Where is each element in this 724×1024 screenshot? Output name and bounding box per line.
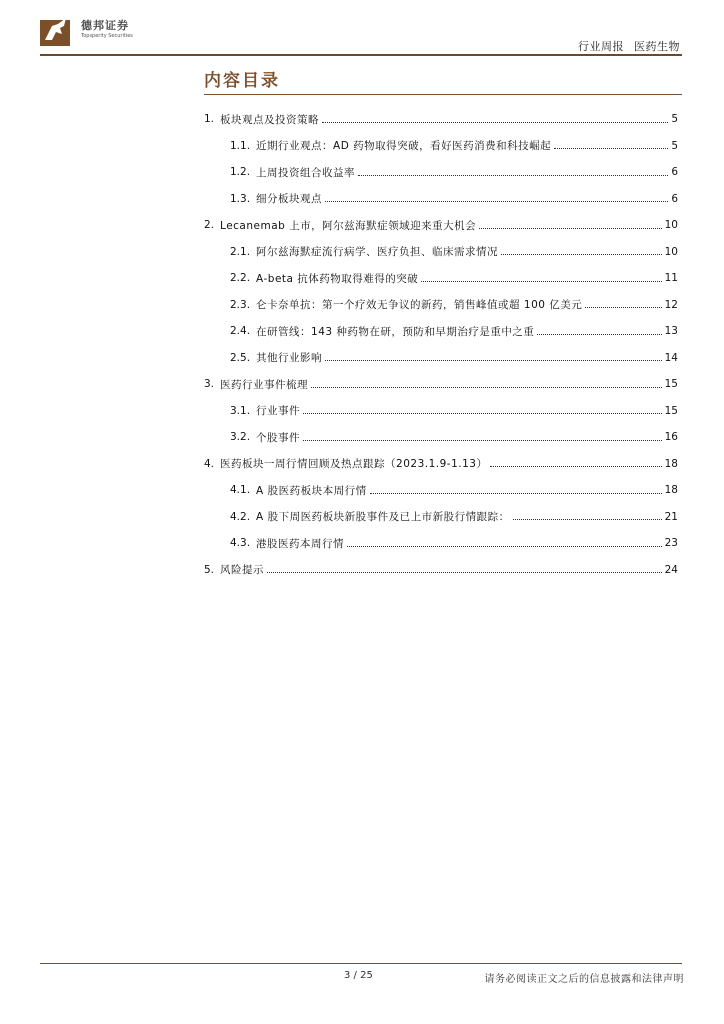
toc-entry-title: 医药板块一周行情回顾及热点跟踪（2023.1.9-1.13）: [220, 458, 488, 471]
toc-entry-number: 2.: [204, 219, 215, 232]
table-of-contents: [204, 106, 678, 583]
toc-dot-leader: [311, 387, 662, 388]
toc-entry-number: 4.2.: [230, 510, 251, 523]
toc-entry-number: 1.2.: [230, 166, 251, 179]
toc-entry-page: 11: [664, 272, 678, 285]
logo-chinese-name: 德邦证券: [81, 19, 129, 32]
toc-entry-page: 5: [671, 139, 678, 152]
toc-entry-page: 18: [664, 484, 678, 497]
toc-entry-number: 4.1.: [230, 484, 251, 497]
toc-entry-number: 3.1.: [230, 404, 251, 417]
toc-dot-leader: [303, 413, 662, 414]
toc-dot-leader: [347, 546, 662, 547]
toc-dot-leader: [325, 201, 668, 202]
toc-entry-title: 行业事件: [256, 405, 301, 418]
toc-entry[interactable]: [204, 212, 678, 239]
toc-entry-title: 个股事件: [256, 431, 301, 444]
toc-dot-leader: [303, 440, 662, 441]
toc-entry-title: A 股医药板块本周行情: [256, 484, 367, 497]
toc-dot-leader: [537, 334, 661, 335]
toc-entry[interactable]: [204, 186, 678, 213]
toc-entry-page: 14: [664, 351, 678, 364]
toc-entry-page: 23: [664, 537, 678, 550]
footer-divider: [40, 963, 682, 964]
toc-entry-page: 16: [664, 431, 678, 444]
toc-entry-page: 21: [664, 510, 678, 523]
toc-dot-leader: [501, 254, 662, 255]
toc-entry-title: 阿尔兹海默症流行病学、医疗负担、临床需求情况: [256, 246, 499, 259]
toc-entry[interactable]: [204, 504, 678, 531]
toc-entry-number: 2.3.: [230, 298, 251, 311]
toc-entry-page: 5: [671, 113, 678, 126]
toc-title-divider: [204, 94, 682, 95]
page-number: 3 / 25: [344, 970, 373, 981]
toc-entry[interactable]: [204, 345, 678, 372]
toc-entry[interactable]: [204, 292, 678, 319]
toc-entry-number: 2.2.: [230, 272, 251, 285]
toc-dot-leader: [421, 281, 661, 282]
toc-dot-leader: [513, 519, 662, 520]
toc-entry[interactable]: [204, 557, 678, 584]
company-logo-icon: [40, 14, 74, 46]
toc-entry-title: 在研管线：143 种药物在研，预防和早期治疗是重中之重: [256, 325, 535, 338]
toc-dot-leader: [370, 493, 662, 494]
toc-entry[interactable]: [204, 477, 678, 504]
toc-entry[interactable]: [204, 530, 678, 557]
toc-entry-page: 6: [671, 192, 678, 205]
toc-entry-title: 板块观点及投资策略: [220, 113, 320, 126]
toc-dot-leader: [325, 360, 662, 361]
header-divider: [40, 54, 682, 56]
toc-entry-number: 1.3.: [230, 192, 251, 205]
report-type: 行业周报: [578, 40, 624, 53]
toc-entry-page: 12: [664, 298, 678, 311]
toc-entry-number: 3.: [204, 378, 215, 391]
report-sector: 医药生物: [634, 40, 680, 53]
toc-entry-title: 仑卡奈单抗：第一个疗效无争议的新药，销售峰值或超 100 亿美元: [256, 299, 583, 312]
toc-entry[interactable]: [204, 239, 678, 266]
toc-entry-title: 医药行业事件梳理: [220, 378, 309, 391]
toc-entry-number: 1.: [204, 113, 215, 126]
toc-entry-title: 上周投资组合收益率: [256, 166, 356, 179]
toc-entry-number: 2.1.: [230, 245, 251, 258]
toc-entry-title: 风险提示: [220, 564, 265, 577]
toc-entry[interactable]: [204, 398, 678, 425]
toc-dot-leader: [267, 572, 662, 573]
legal-notice: 请务必阅读正文之后的信息披露和法律声明: [484, 974, 684, 985]
toc-dot-leader: [554, 148, 668, 149]
toc-entry-title: A-beta 抗体药物取得难得的突破: [256, 272, 419, 285]
company-logo: [40, 14, 190, 48]
toc-title: 内容目录: [204, 71, 280, 91]
toc-entry[interactable]: [204, 451, 678, 478]
toc-dot-leader: [585, 307, 661, 308]
toc-entry-title: 港股医药本周行情: [256, 537, 345, 550]
toc-entry-title: 细分板块观点: [256, 193, 323, 206]
toc-dot-leader: [322, 122, 668, 123]
toc-entry-number: 4.: [204, 457, 215, 470]
toc-entry[interactable]: [204, 371, 678, 398]
toc-entry-number: 2.5.: [230, 351, 251, 364]
toc-entry-page: 24: [664, 563, 678, 576]
toc-entry-number: 5.: [204, 563, 215, 576]
toc-entry-page: 6: [671, 166, 678, 179]
logo-english-name: Topsperity Securities: [81, 33, 133, 39]
toc-dot-leader: [479, 228, 661, 229]
report-category: [578, 38, 680, 54]
toc-entry-page: 10: [664, 245, 678, 258]
toc-entry-number: 3.2.: [230, 431, 251, 444]
toc-entry-title: 近期行业观点：AD 药物取得突破，看好医药消费和科技崛起: [256, 140, 552, 153]
toc-dot-leader: [358, 175, 668, 176]
toc-entry-number: 4.3.: [230, 537, 251, 550]
toc-entry[interactable]: [204, 265, 678, 292]
toc-entry-title: 其他行业影响: [256, 352, 323, 365]
toc-entry-title: Lecanemab 上市，阿尔兹海默症领域迎来重大机会: [220, 219, 477, 232]
toc-entry-page: 13: [664, 325, 678, 338]
toc-entry-page: 10: [664, 219, 678, 232]
toc-entry-page: 18: [664, 457, 678, 470]
toc-entry-page: 15: [664, 404, 678, 417]
toc-entry[interactable]: [204, 159, 678, 186]
toc-entry-number: 1.1.: [230, 139, 251, 152]
toc-dot-leader: [490, 466, 661, 467]
toc-entry-title: A 股下周医药板块新股事件及已上市新股行情跟踪：: [256, 511, 510, 524]
toc-entry[interactable]: [204, 318, 678, 345]
toc-entry-page: 15: [664, 378, 678, 391]
toc-entry[interactable]: [204, 133, 678, 160]
toc-entry[interactable]: [204, 106, 678, 133]
toc-entry-number: 2.4.: [230, 325, 251, 338]
toc-entry[interactable]: [204, 424, 678, 451]
